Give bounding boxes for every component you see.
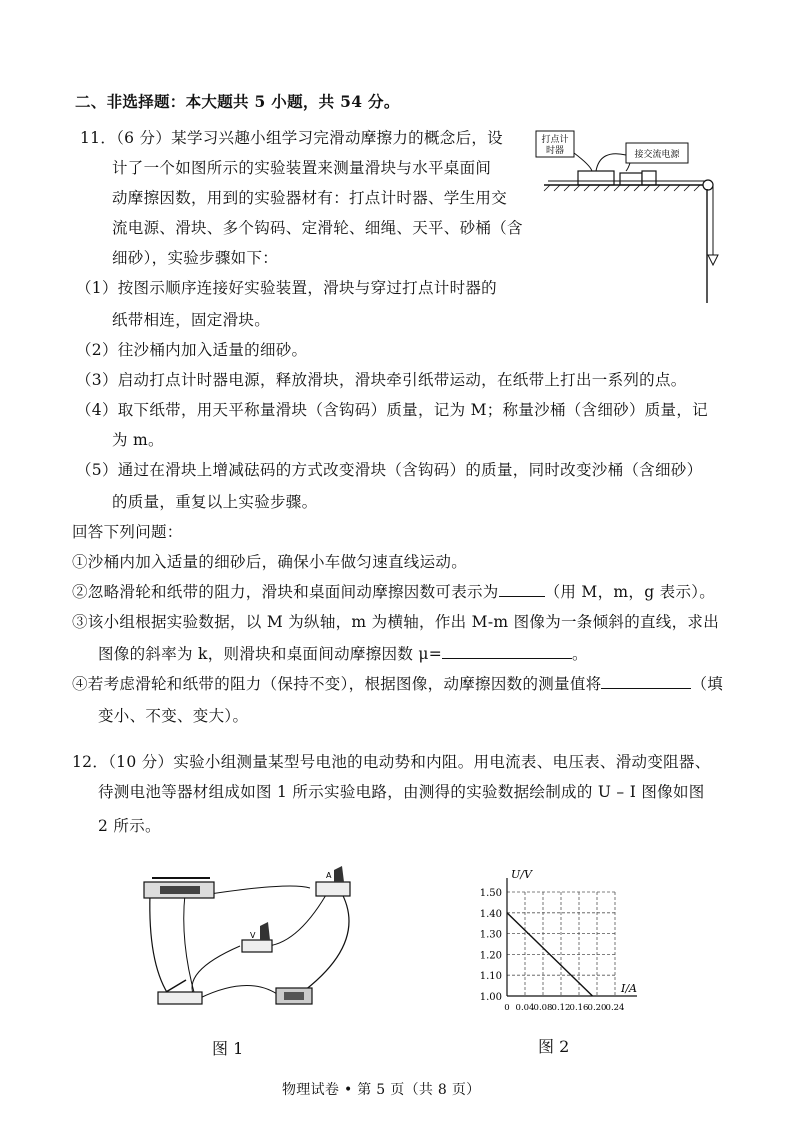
q11-item-3: ③该小组根据实验数据，以 M 为纵轴，m 为横轴，作出 M-m 图像为一条倾斜的直线，求出 [72, 613, 720, 631]
ammeter [316, 882, 350, 896]
x-tick-label: 0.12 [551, 1003, 571, 1013]
q11-step: 纸带相连，固定滑块。 [112, 311, 271, 329]
x-tick-label: 0.24 [605, 1003, 625, 1013]
page-footer: 物理试卷 • 第 5 页（共 8 页） [282, 1082, 481, 1098]
wire [596, 154, 626, 171]
q11-line: 计了一个如图所示的实验装置来测量滑块与水平桌面间 [112, 159, 492, 177]
switch [158, 992, 202, 1004]
x-tick-label: 0.20 [587, 1003, 607, 1013]
answer-blank[interactable] [601, 674, 691, 689]
x-axis-label: I/A [621, 982, 637, 995]
q11-item-4: ④若考虑滑轮和纸带的阻力（保持不变），根据图像，动摩擦因数的测量值将 （填 [72, 675, 724, 693]
x-tick-labels [504, 1003, 624, 1013]
q11-item-1: ①沙桶内加入适量的细砂后，确保小车做匀速直线运动。 [72, 553, 468, 571]
q11-apparatus-figure [530, 125, 730, 305]
q11-line: 11．（6 分）某学习兴趣小组学习完滑动摩擦力的概念后，设 [80, 129, 503, 147]
ammeter-label: A [326, 871, 332, 880]
q11-item-3-cont: 图像的斜率为 k，则滑块和桌面间动摩擦因数 μ= 。 [98, 645, 588, 663]
rheostat-coil [160, 886, 200, 894]
fig1-caption: 图 1 [212, 1039, 244, 1058]
y-tick-label: 1.50 [479, 888, 502, 899]
wire [200, 985, 280, 998]
q11-line: 细砂），实验步骤如下： [112, 249, 279, 267]
x-tick-label: 0.16 [569, 1003, 589, 1013]
q11-step: （4）取下纸带，用天平称量滑块（含钩码）质量，记为 M；称量沙桶（含细砂）质量，记 [76, 401, 708, 419]
wire [626, 163, 630, 171]
wire [300, 890, 349, 994]
y-tick-label: 1.10 [479, 971, 502, 983]
q11-item-2: ②忽略滑轮和纸带的阻力，滑块和桌面间动摩擦因数可表示为 （用 M，m，g 表示）。 [72, 583, 716, 601]
chart-grid [507, 892, 615, 996]
y-tick-label: 1.40 [479, 908, 502, 920]
y-tick-label: 1.30 [479, 929, 502, 941]
y-tick-label: 1.20 [479, 950, 502, 962]
ui-graph-figure-2 [445, 866, 675, 1026]
sand-bucket [708, 255, 718, 265]
q11-line: 流电源、滑块、多个钩码、定滑轮、细绳、天平、砂桶（含 [112, 219, 523, 237]
q11-step: （5）通过在滑块上增减砝码的方式改变滑块（含钩码）的质量，同时改变沙桶（含细砂） [76, 461, 703, 479]
wire [192, 946, 240, 998]
circuit-figure-1 [140, 862, 370, 1012]
wire [574, 153, 592, 171]
battery-cell [284, 992, 304, 1000]
timer-label-line2: 时器 [545, 146, 565, 156]
wire [210, 886, 310, 894]
q12-line: 待测电池等器材组成如图 1 所示实验电路，由测得的实验数据绘制成的 U – I 图像如图 [98, 783, 705, 801]
section-title: 二、非选择题：本大题共 5 小题，共 54 分。 [75, 92, 400, 111]
q11-step: （1）按图示顺序连接好实验装置，滑块与穿过打点计时器的 [76, 279, 497, 297]
wire [150, 894, 168, 994]
voltmeter [242, 940, 272, 952]
voltmeter-dial [260, 922, 270, 940]
x-tick-label: 0.08 [533, 1003, 553, 1013]
answer-intro: 回答下列问题： [72, 523, 183, 541]
power-label: 接交流电源 [634, 150, 680, 160]
fig2-caption: 图 2 [538, 1037, 570, 1056]
timer-label-line1: 打点计 [541, 135, 569, 145]
q11-step: 的质量，重复以上实验步骤。 [112, 493, 318, 511]
q12-line: 12．（10 分）实验小组测量某型号电池的电动势和内阻。用电流表、电压表、滑动变阻器、 [72, 753, 711, 771]
table-hatch [544, 185, 700, 191]
slider-block [620, 173, 642, 185]
x-tick-label: 0.04 [515, 1003, 535, 1013]
hook-weight [642, 171, 656, 185]
y-axis-label: U/V [511, 868, 532, 881]
x-tick-label: 0 [504, 1003, 510, 1013]
q11-step: （3）启动打点计时器电源，释放滑块，滑块牵引纸带运动，在纸带上打出一系列的点。 [76, 371, 687, 389]
q11-step: 为 m。 [112, 431, 164, 449]
answer-blank[interactable] [499, 582, 545, 597]
q11-step: （2）往沙桶内加入适量的细砂。 [76, 341, 308, 359]
ammeter-dial [334, 866, 344, 882]
timer-device [578, 171, 614, 185]
q11-item-4-cont: 变小、不变、变大）。 [98, 707, 249, 725]
y-tick-label: 1.00 [479, 992, 502, 1003]
pulley [703, 180, 713, 190]
answer-blank[interactable] [442, 644, 572, 659]
q11-line: 动摩擦因数，用到的实验器材有：打点计时器、学生用交 [112, 189, 508, 207]
q12-line: 2 所示。 [98, 817, 161, 835]
switch-lever [166, 980, 186, 992]
voltmeter-label: V [250, 931, 256, 940]
wire [268, 888, 330, 946]
y-tick-labels [480, 888, 502, 1003]
